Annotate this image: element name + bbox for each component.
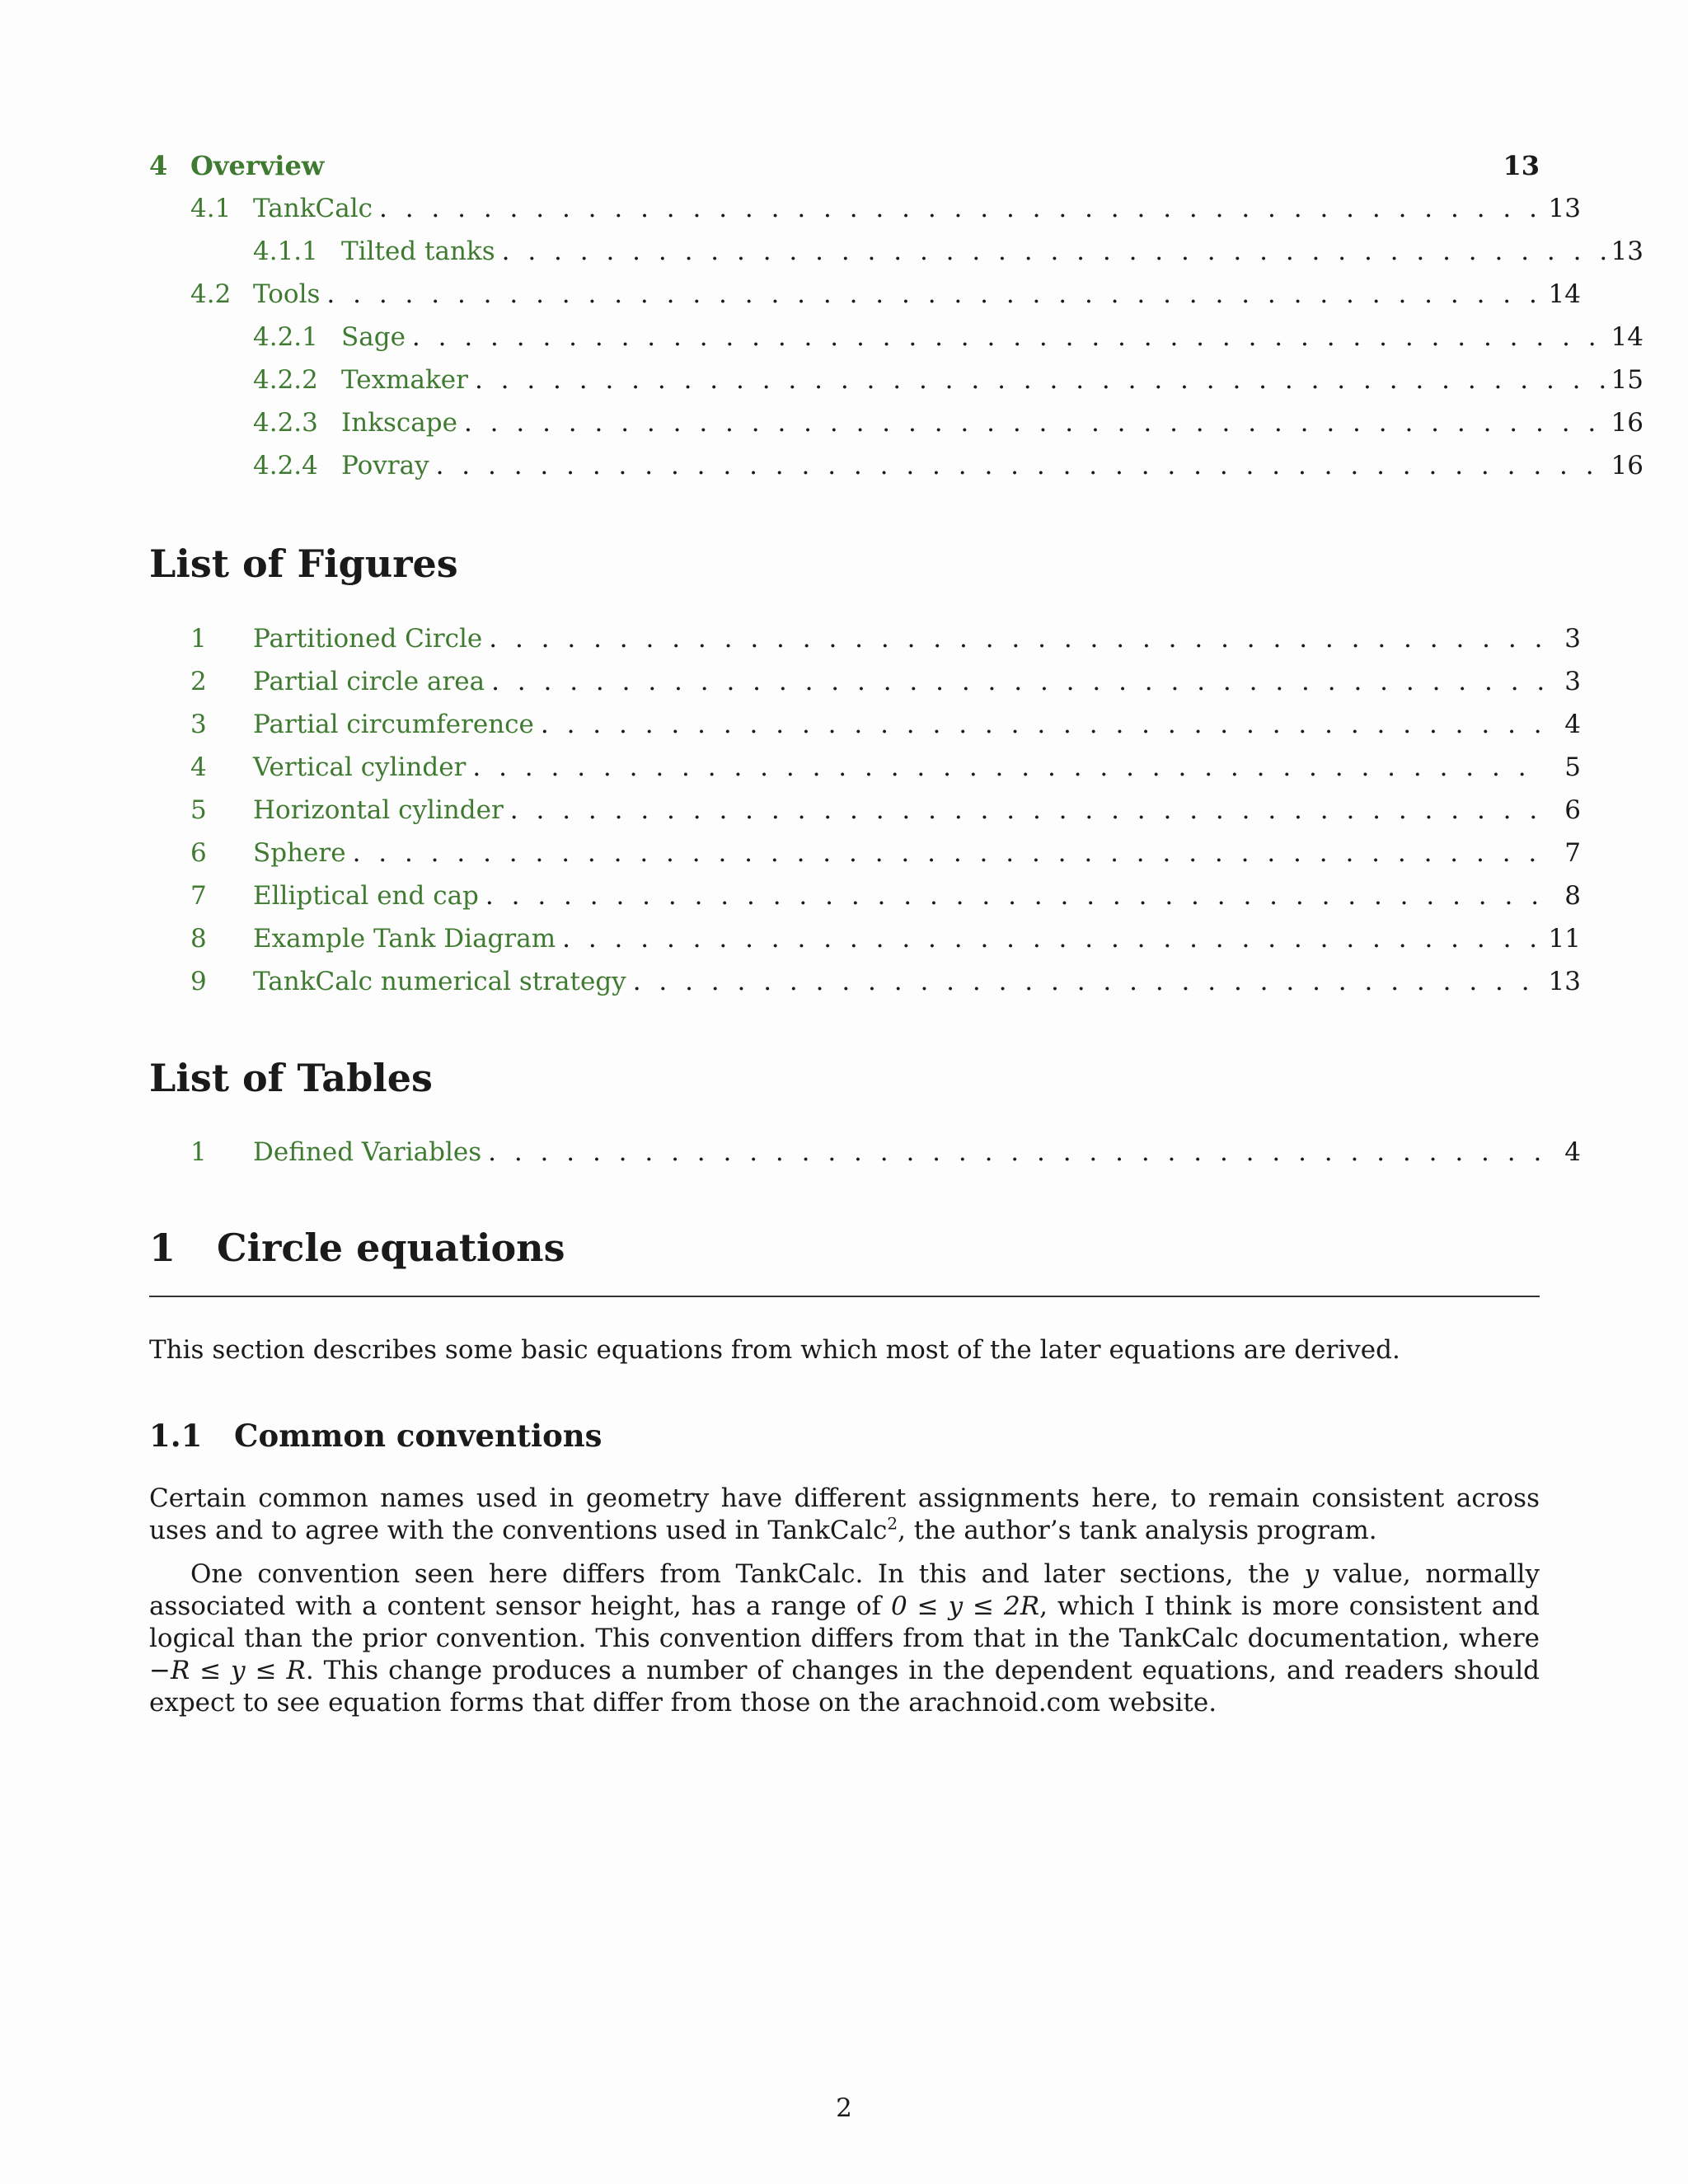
lof-entry-page: 7 (1564, 838, 1581, 868)
toc-leader (491, 665, 1543, 698)
toc-leader (510, 794, 1543, 827)
toc-leader (502, 235, 1606, 268)
toc-entry-title: TankCalc (253, 194, 373, 223)
toc-leader (562, 922, 1543, 955)
toc-entry-number: 4 (149, 150, 168, 181)
toc-entry-page: 15 (1611, 365, 1643, 395)
lof-entry[interactable] (149, 879, 1581, 912)
toc-entry-tools[interactable] (149, 278, 1581, 311)
lof-entry-page: 13 (1548, 967, 1581, 996)
toc-entry-povray[interactable] (149, 449, 1643, 482)
toc-entry-title: Sage (341, 322, 406, 352)
paragraph-text: , which I think is more consistent and logical than the prior convention. This convention differs from that in the TankCalc documentation, where (149, 1591, 1540, 1653)
lof-entry-page: 4 (1564, 710, 1581, 739)
toc-entry-number: 4.1.1 (253, 237, 318, 266)
toc-leader (475, 363, 1606, 396)
lof-entry-title: Partial circle area (253, 667, 485, 696)
toc-entry-page: 16 (1611, 408, 1643, 438)
lof-entry-number: 6 (190, 838, 207, 868)
toc-entry-sage[interactable] (149, 321, 1643, 354)
lof-entry-page: 3 (1564, 624, 1581, 654)
section-heading (149, 1225, 565, 1271)
toc-entry-title: Overview (190, 150, 325, 181)
toc-leader (436, 449, 1606, 482)
toc-leader (488, 1136, 1543, 1169)
math-range: −R ≤ y ≤ R (149, 1656, 306, 1685)
toc-leader (412, 321, 1606, 354)
lot-entry-number: 1 (190, 1137, 207, 1167)
toc-entry-title: Inkscape (341, 408, 457, 438)
lof-entry-title: Sphere (253, 838, 346, 868)
paragraph-text: One convention seen here differs from TankCalc. In this and later sections, the (190, 1559, 1305, 1589)
toc-entry-page: 13 (1611, 237, 1643, 266)
toc-entry-page: 14 (1548, 279, 1581, 309)
lot-entry-page: 4 (1564, 1137, 1581, 1167)
lof-entry-number: 1 (190, 624, 207, 654)
lof-entry-page: 11 (1548, 924, 1581, 954)
math-variable: y (1304, 1559, 1320, 1589)
lof-entry-number: 8 (190, 924, 207, 954)
paragraph-text: . This change produces a number of changes in the dependent equations, and readers should expect to see equation forms that differ from those on the arachnoid.com website. (149, 1656, 1540, 1718)
section-rule (149, 1296, 1540, 1297)
subsection-number: 1.1 (149, 1418, 203, 1454)
lof-entry[interactable] (149, 751, 1581, 784)
lof-entry-number: 7 (190, 881, 207, 911)
lof-entry[interactable] (149, 837, 1581, 869)
lof-entry-title: Vertical cylinder (253, 752, 467, 782)
paragraph-conventions (149, 1483, 1540, 1547)
toc-leader (379, 192, 1543, 225)
toc-entry-number: 4.1 (190, 194, 232, 223)
lof-entry[interactable] (149, 965, 1581, 998)
page-number: 2 (836, 2093, 852, 2123)
lof-entry[interactable] (149, 922, 1581, 955)
subsection-title: Common conventions (234, 1418, 603, 1454)
toc-entry-title: Tools (253, 279, 321, 309)
toc-leader (472, 751, 1543, 784)
toc-entry-number: 4.2.4 (253, 451, 318, 480)
lof-entry-page: 5 (1564, 752, 1581, 782)
toc-leader (541, 708, 1543, 741)
lof-entry-number: 5 (190, 795, 207, 825)
math-range: 0 ≤ y ≤ 2R (890, 1591, 1040, 1621)
toc-leader (489, 622, 1543, 655)
paragraph-text: , the author’s tank analysis program. (898, 1516, 1377, 1545)
toc-entry-inkscape[interactable] (149, 406, 1643, 439)
toc-entry-title: Texmaker (341, 365, 468, 395)
list-of-tables-heading: List of Tables (149, 1056, 433, 1100)
section-title: Circle equations (217, 1226, 565, 1270)
toc-entry-page: 16 (1611, 451, 1643, 480)
toc-entry-tankcalc[interactable] (149, 192, 1581, 225)
lof-entry-number: 3 (190, 710, 207, 739)
lof-entry[interactable] (149, 794, 1581, 827)
lof-entry-number: 9 (190, 967, 207, 996)
lof-entry-title: Partitioned Circle (253, 624, 483, 654)
lot-entry-title: Defined Variables (253, 1137, 482, 1167)
list-of-figures-heading: List of Figures (149, 541, 458, 586)
toc-leader (633, 965, 1543, 998)
lof-entry-title: Example Tank Diagram (253, 924, 556, 954)
toc-entry-number: 4.2.1 (253, 322, 318, 352)
footnote-marker[interactable]: 2 (887, 1513, 898, 1534)
toc-leader (353, 837, 1543, 869)
lof-entry[interactable] (149, 622, 1581, 655)
lof-entry-page: 6 (1564, 795, 1581, 825)
toc-entry-number: 4.2.2 (253, 365, 318, 395)
toc-entry-page: 13 (1503, 150, 1540, 181)
toc-entry-overview[interactable] (149, 149, 1540, 182)
toc-leader (485, 879, 1543, 912)
lof-entry-title: Partial circumference (253, 710, 534, 739)
section-number: 1 (149, 1226, 176, 1270)
toc-entry-title: Povray (341, 451, 429, 480)
paragraph-convention-difference (149, 1558, 1540, 1719)
paragraph-text: value, normally associated with a content sensor height, has a range of (149, 1559, 1540, 1621)
lof-entry-title: Horizontal cylinder (253, 795, 504, 825)
toc-entry-texmaker[interactable] (149, 363, 1643, 396)
lof-entry[interactable] (149, 665, 1581, 698)
toc-entry-tilted-tanks[interactable] (149, 235, 1643, 268)
lof-entry-page: 3 (1564, 667, 1581, 696)
toc-entry-number: 4.2.3 (253, 408, 318, 438)
lof-entry[interactable] (149, 708, 1581, 741)
subsection-heading (149, 1417, 603, 1455)
paragraph-text: Certain common names used in geometry have different assignments here, to remain consistent across uses and to agree with the conventions used in TankCalc (149, 1483, 1540, 1545)
toc-entry-number: 4.2 (190, 279, 232, 309)
section-intro-paragraph: This section describes some basic equations from which most of the later equations are derived. (149, 1335, 1400, 1365)
toc-leader (326, 278, 1543, 311)
lot-entry[interactable] (149, 1136, 1581, 1169)
toc-entry-title: Tilted tanks (341, 237, 495, 266)
lof-entry-title: TankCalc numerical strategy (253, 967, 626, 996)
toc-leader (464, 406, 1606, 439)
lof-entry-page: 8 (1564, 881, 1581, 911)
toc-entry-page: 13 (1548, 194, 1581, 223)
toc-entry-page: 14 (1611, 322, 1643, 352)
lof-entry-title: Elliptical end cap (253, 881, 479, 911)
lof-entry-number: 2 (190, 667, 207, 696)
lof-entry-number: 4 (190, 752, 207, 782)
